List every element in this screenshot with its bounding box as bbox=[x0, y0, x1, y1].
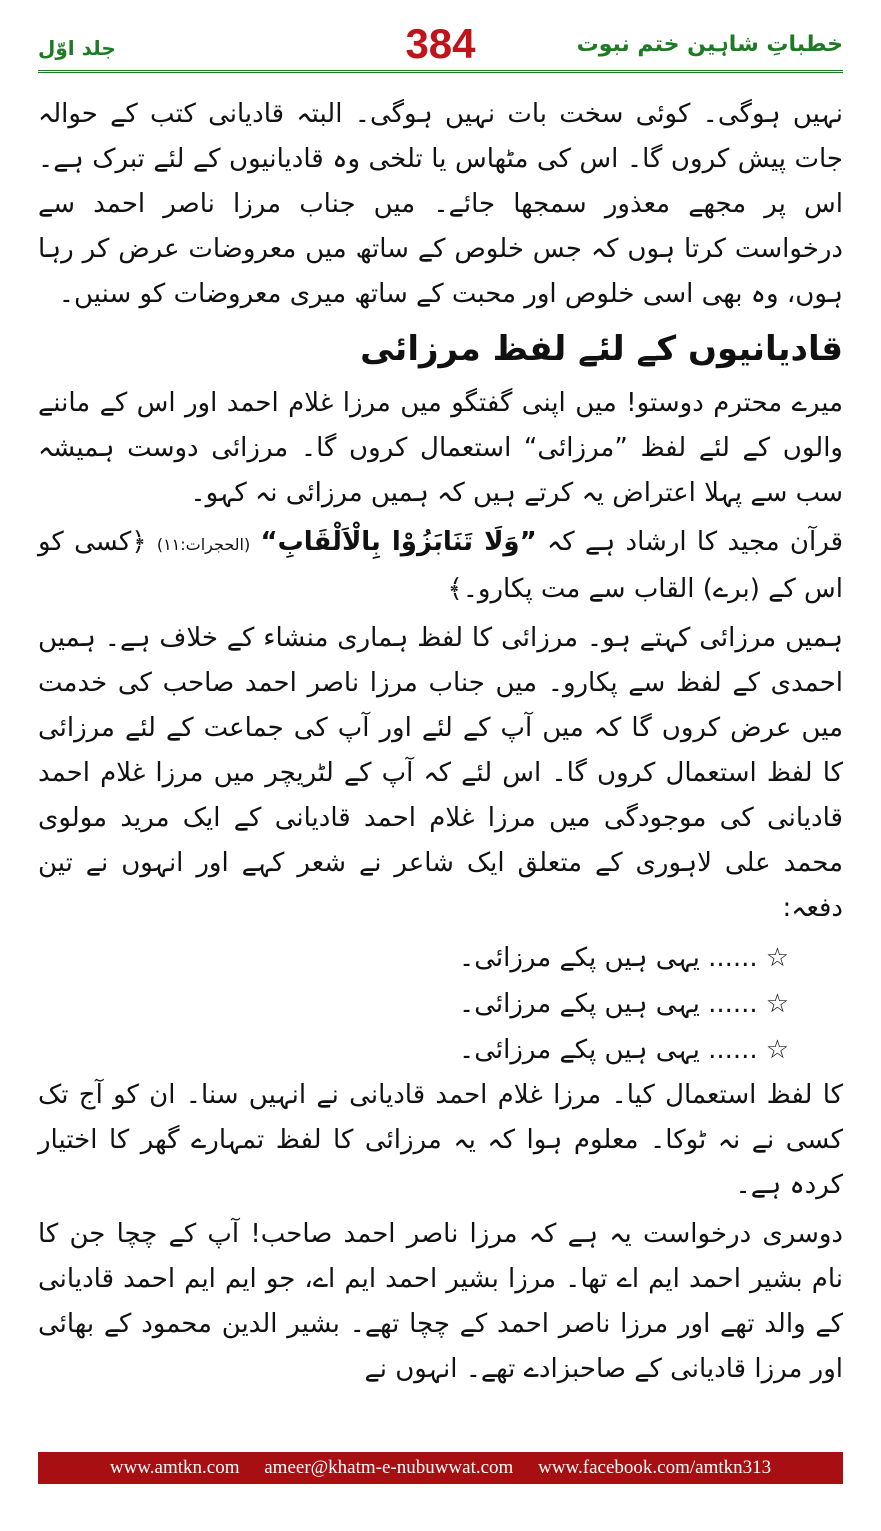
paragraph-second-request: دوسری درخواست یہ ہے کہ مرزا ناصر احمد صاحب! آپ کے چچا جن کا نام بشیر احمد ایم اے تھا۔ مرزا بشیر احمد ایم اے، جو ایم ایم احمد قادیانی کے والد تھے اور مرزا ناصر احمد کے چچا تھے۔ بشیر الدین محمود کے بھائی اور مرزا قادیانی کے صاحبزادے تھے۔ انہوں نے bbox=[38, 1219, 843, 1384]
facebook-link[interactable]: www.facebook.com/amtkn313 bbox=[538, 1457, 772, 1478]
paragraph-response: ہمیں مرزائی کہتے ہو۔ مرزائی کا لفظ ہماری منشاء کے خلاف ہے۔ ہمیں احمدی کے لفظ سے پکارو۔ میں جناب مرزا ناصر احمد صاحب کی خدمت میں عرض کروں گا کہ میں آپ کے لئے اور آپ کی جماعت کے لئے مرزائی کا لفظ استعمال کروں گا۔ اس لئے کہ آپ کے لٹریچر میں مرزا غلام احمد قادیانی کی موجودگی میں مرزا غلام احمد قادیانی کے ایک مرید مولوی محمد علی لاہوری کے متعلق ایک شاعر نے شعر کہے اور انہوں نے تین دفعہ: bbox=[38, 623, 843, 923]
verse-text: ...... یہی ہیں پکے مرزائی۔ bbox=[459, 1035, 758, 1065]
page-header bbox=[38, 14, 843, 74]
quran-translation: ﴿کسی کو اس کے (برے) القاب سے مت پکارو۔﴾ bbox=[38, 527, 843, 604]
verse-line bbox=[38, 935, 843, 981]
star-icon: ☆ bbox=[765, 989, 789, 1019]
website-link[interactable]: www.amtkn.com bbox=[109, 1457, 240, 1478]
section-heading: قادیانیوں کے لئے لفظ مرزائی bbox=[360, 329, 843, 369]
paragraph-usage: کا لفظ استعمال کیا۔ مرزا غلام احمد قادیانی نے انہیں سنا۔ ان کو آج تک کسی نے نہ ٹوکا۔ معلوم ہوا کہ یہ مرزائی کا لفظ تمہارے گھر کا اختیار کردہ ہے۔ bbox=[38, 1080, 843, 1200]
star-icon: ☆ bbox=[765, 943, 789, 973]
quran-verse: ”وَلَا تَنَابَزُوْا بِالْاَلْقَابِ“ bbox=[260, 527, 537, 557]
page-number: 384 bbox=[405, 20, 476, 67]
verse-line bbox=[38, 1027, 843, 1073]
quran-paragraph bbox=[38, 520, 843, 612]
page-footer bbox=[38, 1452, 843, 1484]
header-divider bbox=[38, 70, 843, 73]
verse-text: ...... یہی ہیں پکے مرزائی۔ bbox=[459, 989, 758, 1019]
star-icon: ☆ bbox=[765, 1035, 789, 1065]
paragraph-mirzai: میرے محترم دوستو! میں اپنی گفتگو میں مرزا غلام احمد اور اس کے ماننے والوں کے لئے لفظ ”مرزائی“ استعمال کروں گا۔ مرزائی دوست ہمیشہ سب سے پہلا اعتراض یہ کرتے ہیں کہ ہمیں مرزائی نہ کہو۔ bbox=[38, 388, 843, 508]
email-link[interactable]: ameer@khatm-e-nubuwwat.com bbox=[264, 1457, 514, 1478]
quran-reference: (الحجرات:۱۱) bbox=[156, 535, 251, 554]
volume-label: جلد اوّل bbox=[38, 36, 116, 60]
paragraph-intro: نہیں ہوگی۔ کوئی سخت بات نہیں ہوگی۔ البتہ قادیانی کتب کے حوالہ جات پیش کروں گا۔ اس کی مٹھاس یا تلخی وہ قادیانیوں کے لئے تبرک ہے۔ اس پر مجھے معذور سمجھا جائے۔ میں جناب مرزا ناصر احمد سے درخواست کرتا ہوں کہ جس خلوص کے ساتھ میں معروضات عرض کر رہا ہوں، وہ بھی اسی خلوص اور محبت کے ساتھ میری معروضات کو سنیں۔ bbox=[38, 99, 843, 309]
book-title: خطباتِ شاہین ختم نبوت bbox=[576, 32, 843, 57]
quran-intro: قرآن مجید کا ارشاد ہے کہ bbox=[546, 527, 844, 557]
verse-text: ...... یہی ہیں پکے مرزائی۔ bbox=[459, 943, 758, 973]
verse-line bbox=[38, 981, 843, 1027]
page-body bbox=[38, 92, 843, 1396]
